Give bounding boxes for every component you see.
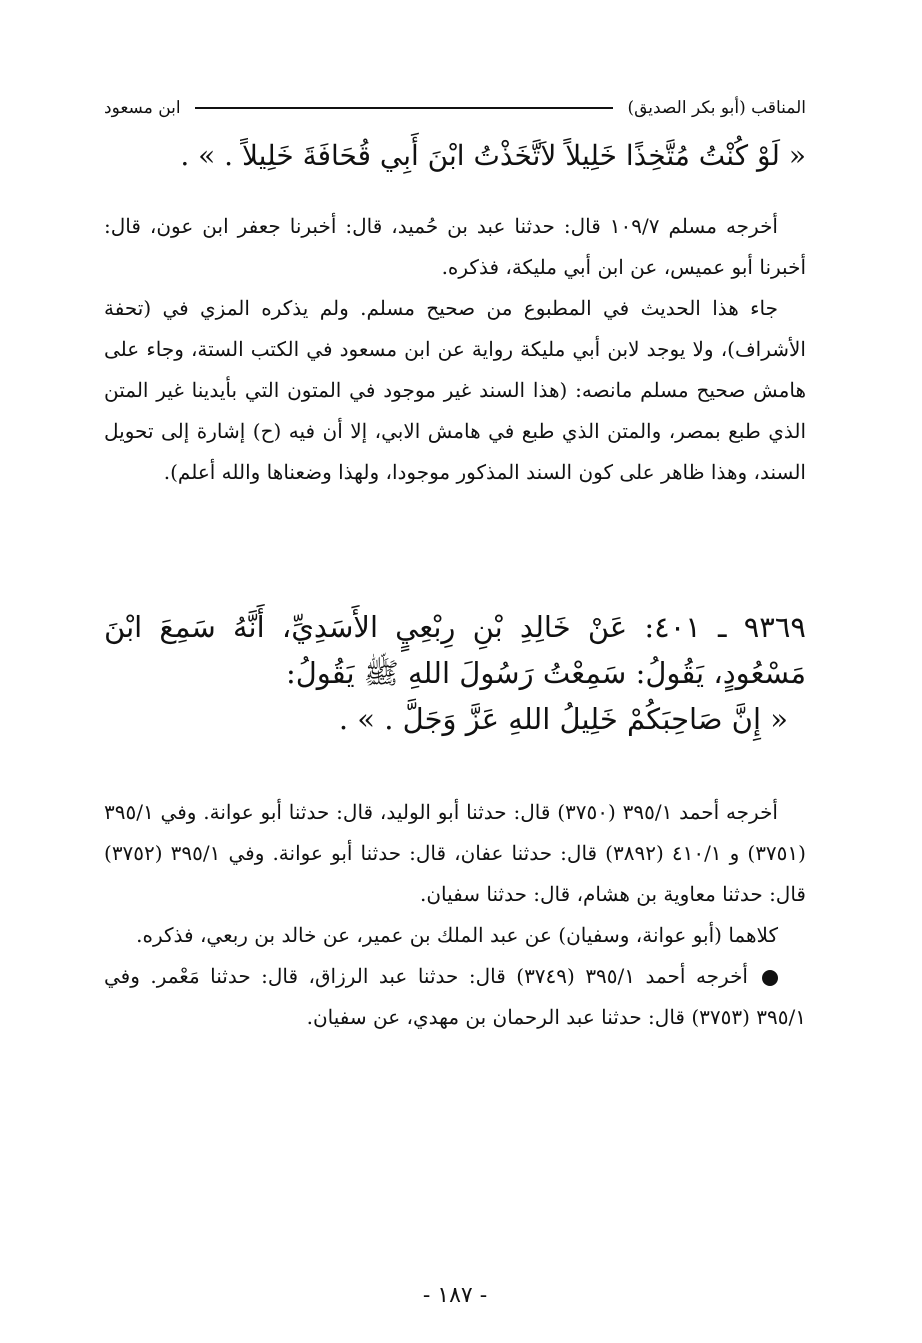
hadith-isnad: ٩٣٦٩ ـ ٤٠١: عَنْ خَالِدِ بْنِ رِبْعِيٍ الأَسَدِيِّ، أَنَّهُ سَمِعَ ابْنَ مَسْعُودٍ، يَقُولُ: سَمِعْتُ رَسُولَ اللهِ ﷺ يَقُولُ: (104, 610, 807, 690)
sources-summary-paragraph: كلاهما (أبو عوانة، وسفيان) عن عبد الملك بن عمير، عن خالد بن ربعي، فذكره. (136, 923, 778, 947)
header-section-title: المناقب (أبو بكر الصديق) (627, 98, 806, 118)
editor-note-paragraph: جاء هذا الحديث في المطبوع من صحيح مسلم. ولم يذكره المزي في (تحفة الأشراف)، ولا يوجد لابن أبي مليكة رواية عن ابن مسعود في الكتب الستة، وجاء على هامش صحيح مسلم مانصه: (هذا السند غير موجود في المتون التي بأيدينا غير المتن الذي طبع بمصر، والمتن الذي طبع في هامش الابي، إلا أن فيه (ح) إشارة إلى تحويل السند، وهذا ظاهر على كون السند المذكور موجودا، ولهذا وضعناها والله أعلم). (104, 296, 806, 484)
takhrij-paragraph-3 (104, 956, 806, 1038)
takhrij-paragraph-1: أخرجه مسلم ١٠٩/٧ قال: حدثنا عبد بن حُميد، قال: أخبرنا جعفر ابن عون، قال: أخبرنا أبو عميس، عن ابن أبي مليكة، فذكره. (104, 214, 806, 279)
book-page (104, 88, 806, 1308)
takhrij-paragraph-2: أخرجه أحمد ٣٩٥/١ (٣٧٥٠) قال: حدثنا أبو الوليد، قال: حدثنا أبو عوانة. وفي ٣٩٥/١ (٣٧٥١) و ٤١٠/١ (٣٨٩٢) قال: حدثنا عفان، قال: حدثنا أبو عوانة. وفي ٣٩٥/١ (٣٧٥٢) قال: حدثنا معاوية بن هشام، قال: حدثنا سفيان. (104, 800, 806, 906)
top-hadith-quote (104, 132, 806, 180)
takhrij-block-2 (104, 792, 806, 1038)
top-quote-text: « لَوْ كُنْتُ مُتَّخِذًا خَلِيلاً لاَتَّخَذْتُ ابْنَ أَبِي قُحَافَةَ خَلِيلاً . » . (180, 139, 806, 172)
hadith-entry (104, 604, 806, 742)
header-musnad-name: ابن مسعود (104, 98, 181, 118)
takhrij-paragraph-3-text: أخرجه أحمد ٣٩٥/١ (٣٧٤٩) قال: حدثنا عبد الرزاق، قال: حدثنا مَعْمر. وفي ٣٩٥/١ (٣٧٥٣) قال: حدثنا عبد الرحمان بن مهدي، عن سفيان. (104, 964, 806, 1029)
header-rule (195, 107, 614, 109)
takhrij-block-1 (104, 206, 806, 493)
running-header (104, 88, 806, 128)
hadith-matn: « إِنَّ صَاحِبَكُمْ خَلِيلُ اللهِ عَزَّ وَجَلَّ . » . (338, 702, 788, 736)
page-number: - ١٨٧ - (422, 1283, 488, 1308)
bullet-icon (762, 970, 778, 986)
